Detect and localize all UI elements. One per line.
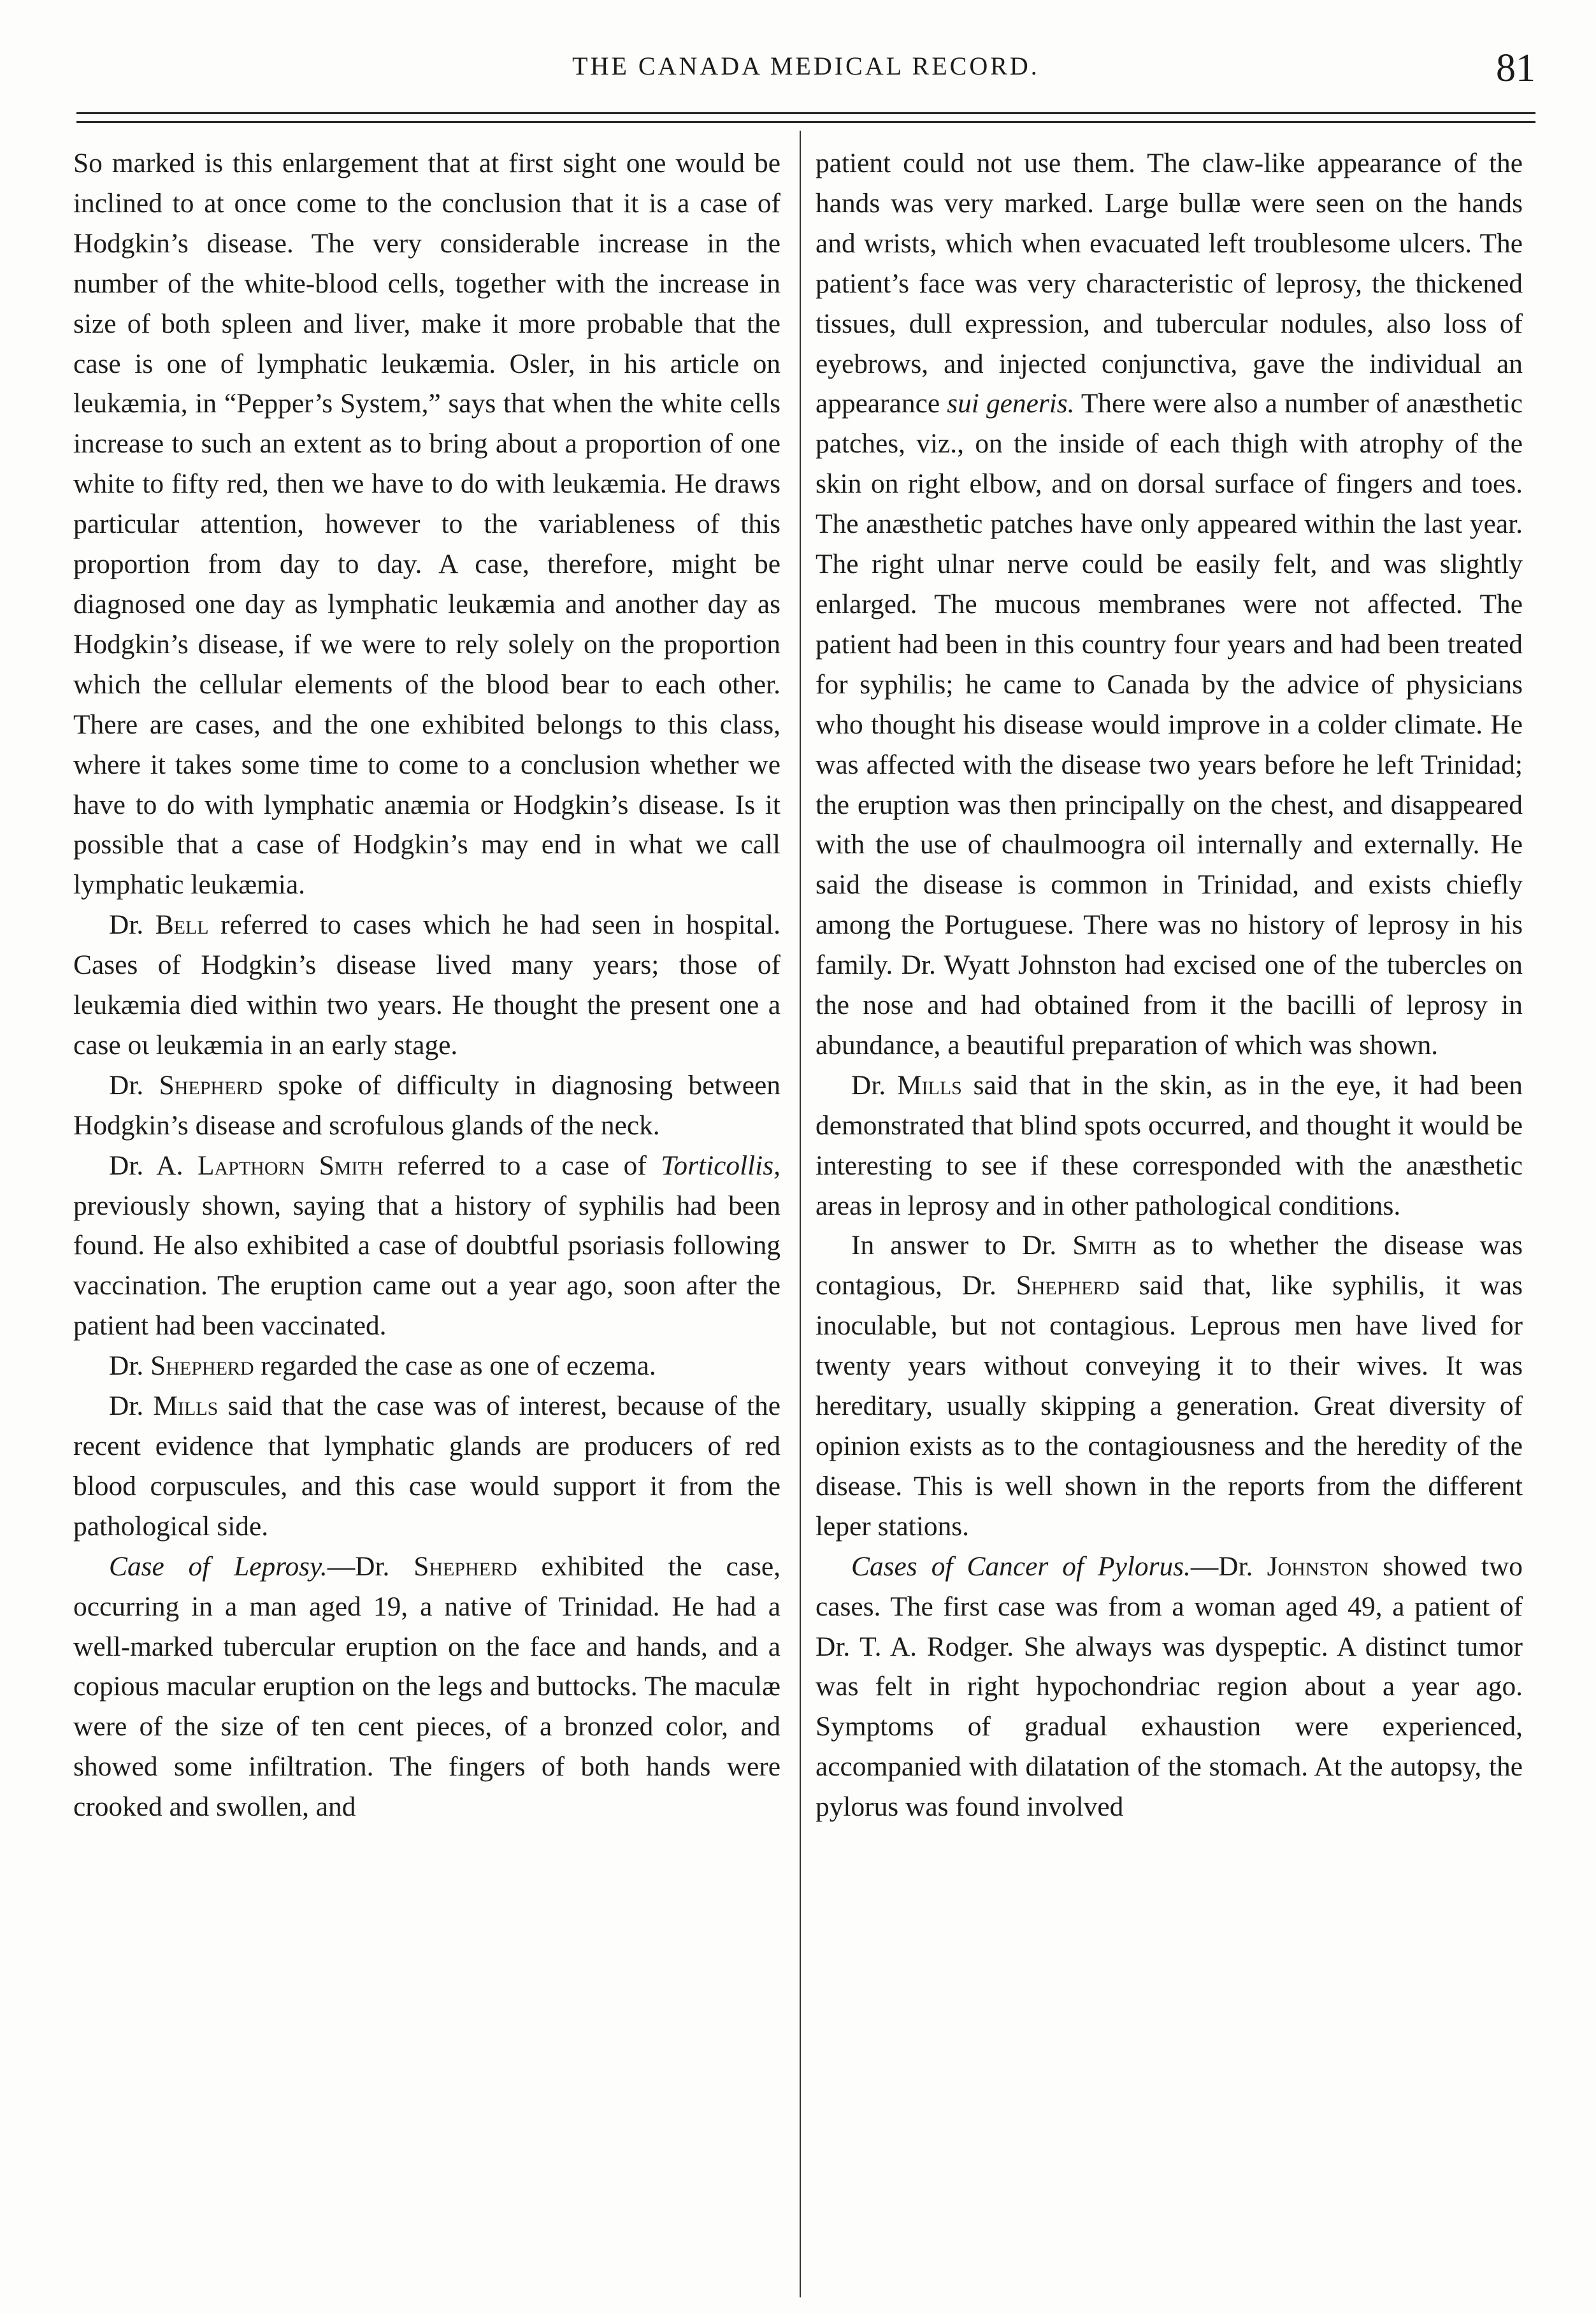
section-heading: Case of Leprosy.: [109, 1551, 327, 1582]
page-number: 81: [1496, 47, 1535, 90]
speaker-name: Shepherd: [1016, 1270, 1120, 1301]
paragraph-dr-bell: Dr. Bell referred to cases which he had seen in hospital. Cases of Hodgkin’s disease lived many years; those of leukæmia died within two years. He thought the present one a case oɩ leukæmia in an early stage.: [73, 909, 781, 1060]
paragraph-contagion: In answer to Dr. Smith as to whether the disease was contagious, Dr. Shepherd said that, like syphilis, it was inoculable, but not contagious. Leprous men have lived for twenty years without conveying it to their wives. It was hereditary, usually skipping a generation. Great diversity of opinion exists as to the contagiousness and the heredity of the disease. This is well shown in the reports from the different leper stations.: [816, 1230, 1523, 1542]
speaker-name: Shepherd: [413, 1551, 517, 1582]
running-title: THE CANADA MEDICAL RECORD.: [572, 52, 1040, 80]
speaker-name: Johnston: [1267, 1551, 1369, 1582]
paragraph-dr-lapthorn-smith: Dr. A. Lapthorn Smith referred to a case of Torticollis, previously shown, saying that a history of syphilis had been found. He also exhibited a case of doubtful psoriasis following vaccination. The eruption came out a year ago, soon after the patient had been vaccinated.: [73, 1150, 780, 1341]
paragraph-case-of-leprosy: Case of Leprosy.—Dr. Shepherd exhibited the case, occurring in a man aged 19, a native of Trinidad. He had a well-marked tubercular eruption on the face and hands, and a copious macular eruption on the legs and buttocks. The maculæ were of the size of ten cent pieces, of a bronzed color, and showed some infiltration. The fingers of both hands were crooked and swollen, and: [73, 1551, 781, 1823]
page-header: [76, 46, 1535, 97]
speaker-name: Lapthorn Smith: [197, 1150, 384, 1181]
paragraph-hodgkins-enlargement: So marked is this enlargement that at first sight one would be inclined to at once come to the conclusion that it is a case of Hodgkin’s disease. The very considerable increase in the number of the white-blood cells, together with the increase in size of both spleen and liver, make it more probable that the case is one of lymphatic leukæmia. Osler, in his article on leukæmia, in “Pepper’s System,” says that when the white cells increase to such an extent as to bring about a proportion of one white to fifty red, then we have to do with leukæmia. He draws particular attention, however to the variableness of this proportion from day to day. A case, therefore, might be diagnosed one day as lymphatic leukæmia and another day as Hodgkin’s disease, if we were to rely solely on the proportion which the cellular elements of the blood bear to each other. There are cases, and the one exhibited belongs to this class, where it takes some time to come to a conclusion whether we have to do with lymphatic anæmia or Hodgkin’s disease. Is it possible that a case of Hodgkin’s may end in what we call lymphatic leukæmia.: [73, 148, 780, 900]
speaker-name: Bell: [155, 909, 209, 941]
paragraph-dr-mills-blind-spots: Dr. Mills said that in the skin, as in the eye, it had been demonstrated that blind spots occurred, and thought it would be interesting to see if these corresponded with the anæsthetic areas in leprosy and in other pathological conditions.: [816, 1069, 1523, 1221]
speaker-name: Shepherd: [150, 1350, 254, 1382]
speaker-name: Smith: [1072, 1230, 1137, 1261]
column-divider: [800, 131, 801, 2297]
speaker-name: Shepherd: [159, 1069, 263, 1101]
paragraph-dr-shepherd-eczema: Dr. Shepherd regarded the case as one of eczema.: [109, 1350, 656, 1382]
paragraph-dr-shepherd-diagnosis: Dr. Shepherd spoke of difficulty in diagnosing between Hodgkin’s disease and scrofulous glands of the neck.: [73, 1069, 780, 1141]
header-rule-top: [76, 112, 1535, 114]
speaker-name: Mills: [153, 1391, 219, 1422]
paragraph-dr-mills-interest: Dr. Mills said that the case was of interest, because of the recent evidence that lymphatic glands are producers of red blood corpuscules, and this case would support it from the pathological side.: [73, 1391, 780, 1542]
right-column: [816, 143, 1523, 1827]
left-column: [73, 143, 780, 1827]
section-heading: Cases of Cancer of Pylorus.: [851, 1551, 1191, 1582]
header-rule-bottom: [76, 121, 1535, 123]
paragraph-cancer-of-pylorus: Cases of Cancer of Pylorus.—Dr. Johnston showed two cases. The first case was from a woman aged 49, a patient of Dr. T. A. Rodger. She always was dyspeptic. A distinct tumor was felt in right hypochondriac region about a year ago. Symptoms of gradual exhaustion were experienced, accompanied with dilatation of the stomach. At the autopsy, the pylorus was found involved: [816, 1551, 1523, 1823]
speaker-name: Mills: [896, 1069, 962, 1101]
paragraph-leprosy-continued: patient could not use them. The claw-like appearance of the hands was very marked. Large bullæ were seen on the hands and wrists, which when evacuated left troublesome ulcers. The patient’s face was very characteristic of leprosy, the thickened tissues, dull expression, and tubercular nodules, also loss of eyebrows, and injected conjunctiva, gave the individual an appearance sui generis. There were also a number of anæsthetic patches, viz., on the inside of each thigh with atrophy of the skin on right elbow, and on dorsal surface of fingers and toes. The anæsthetic patches have only appeared within the last year. The right ulnar nerve could be easily felt, and was slightly enlarged. The mucous membranes were not affected. The patient had been in this country four years and had been treated for syphilis; he came to Canada by the advice of physicians who thought his disease would improve in a colder climate. He was affected with the disease two years before he left Trinidad; the eruption was then principally on the chest, and disappeared with the use of chaulmoogra oil internally and externally. He said the disease is common in Trinidad, and exists chiefly among the Portuguese. There was no history of leprosy in his family. Dr. Wyatt Johnston had excised one of the tubercles on the nose and had obtained from it the bacilli of leprosy in abundance, a beautiful preparation of which was shown.: [816, 148, 1523, 1060]
